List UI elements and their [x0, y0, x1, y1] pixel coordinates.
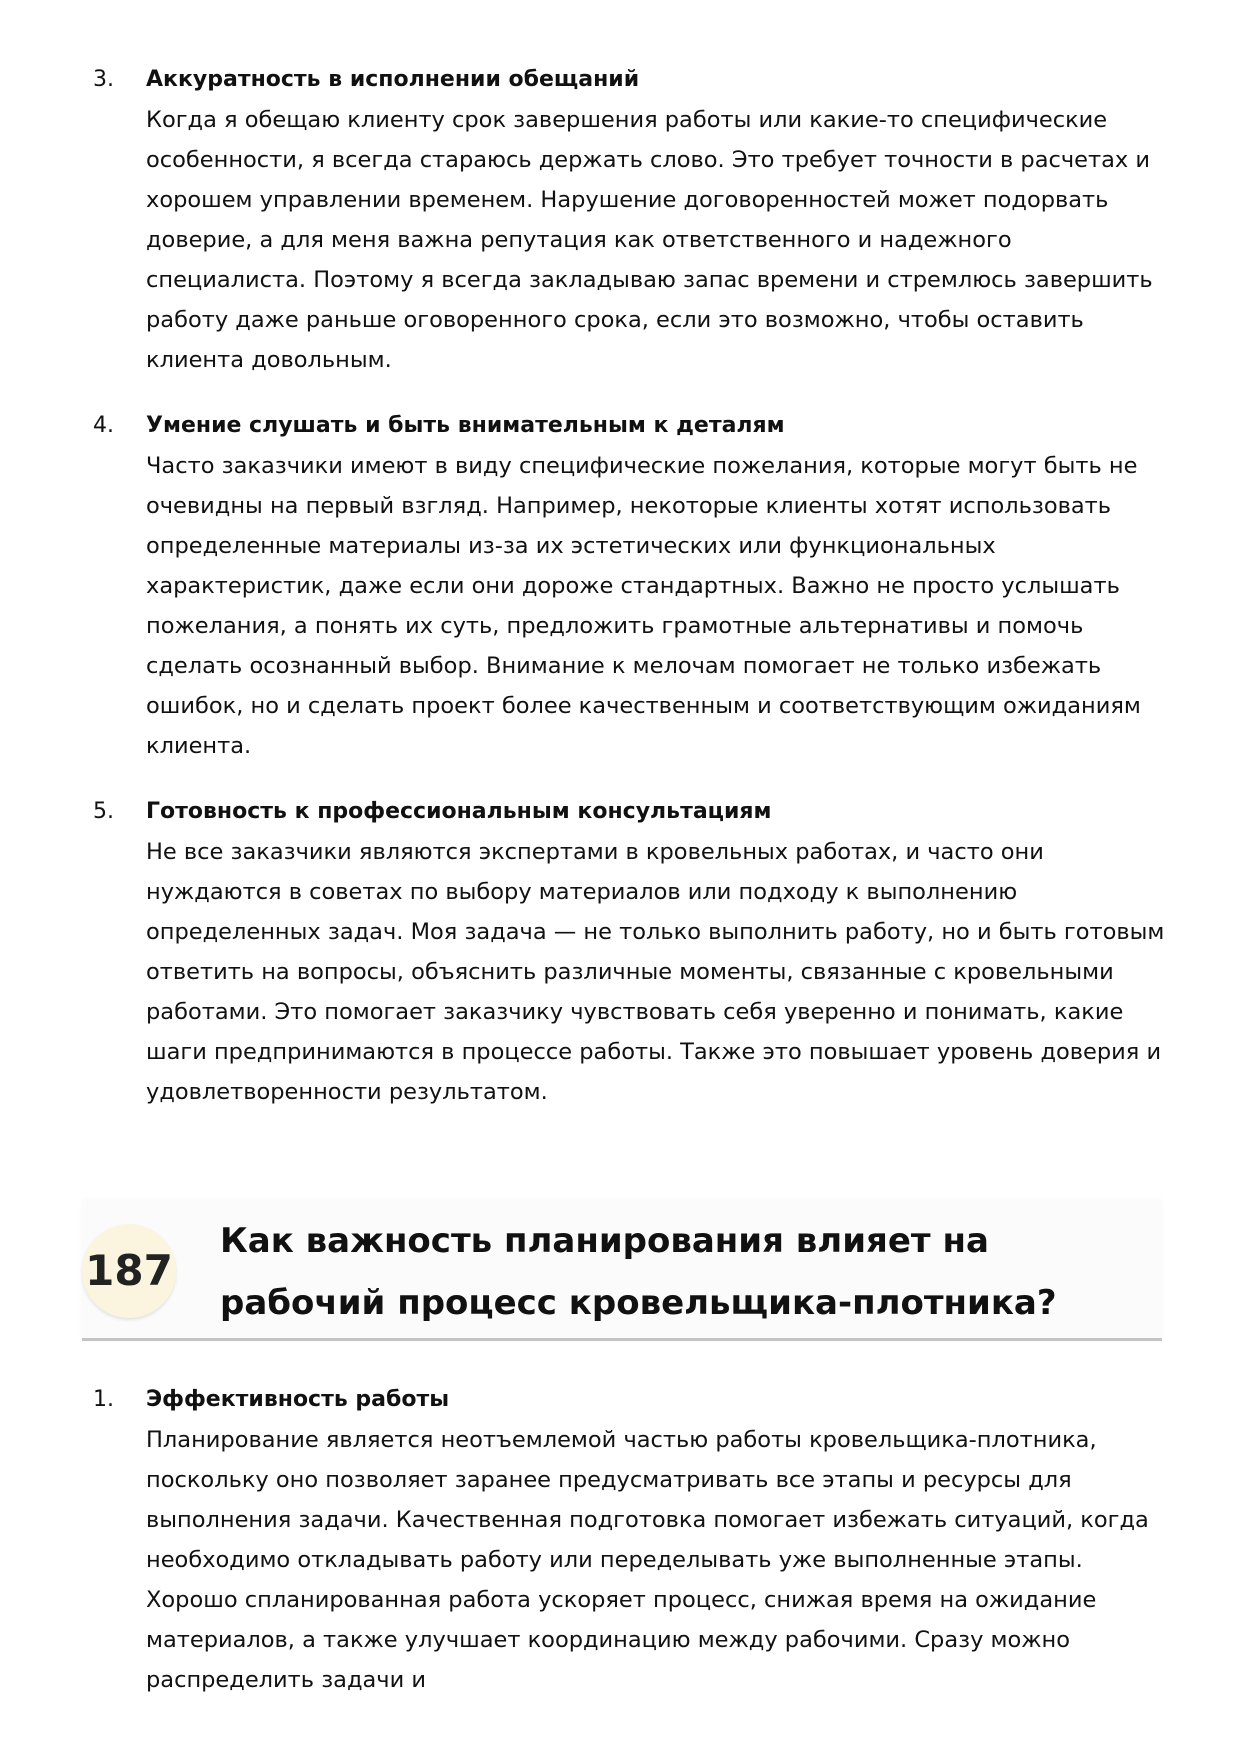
list-item-heading: Аккуратность в исполнении обещаний: [146, 67, 640, 92]
list-item: [93, 406, 1168, 766]
list-item: [93, 1380, 1168, 1700]
list-item-body: Планирование является неотъемлемой частью работы кровельщика-плотника, поскольку оно позволяет заранее предусматривать все этапы и ресурсы для выполнения задачи. Качественная подготовка помогает избежать ситуаций, когда необходимо откладывать работу или переделывать уже выполненные этапы. Хорошо спланированная работа ускоряет процесс, снижая время на ожидание материалов, а также улучшает координацию между рабочими. Сразу можно распределить задачи и: [146, 1427, 1149, 1693]
list-item-body: Не все заказчики являются экспертами в кровельных работах, и часто они нуждаются в советах по выбору материалов или подходу к выполнению определенных задач. Моя задача — не только выполнить работу, но и быть готовым ответить на вопросы, объяснить различные моменты, связанные с кровельными работами. Это помогает заказчику чувствовать себя уверенно и понимать, какие шаги предпринимаются в процессе работы. Также это повышает уровень доверия и удовлетворенности результатом.: [146, 839, 1165, 1105]
list-item: [93, 792, 1168, 1112]
list-item-heading: Готовность к профессиональным консультациям: [146, 799, 772, 824]
list-item-number: 3.: [93, 67, 114, 92]
list-item-number: 4.: [93, 413, 114, 438]
numbered-list-top: [93, 60, 1168, 1138]
numbered-list-bottom: [93, 1380, 1168, 1726]
list-item-heading: Умение слушать и быть внимательным к деталям: [146, 413, 785, 438]
list-item: [93, 60, 1168, 380]
section-number-badge: 187: [82, 1224, 176, 1318]
list-item-body: Когда я обещаю клиенту срок завершения работы или какие-то специфические особенности, я всегда стараюсь держать слово. Это требует точности в расчетах и хорошем управлении временем. Нарушение договоренностей может подорвать доверие, а для меня важна репутация как ответственного и надежного специалиста. Поэтому я всегда закладываю запас времени и стремлюсь завершить работу даже раньше оговоренного срока, если это возможно, чтобы оставить клиента довольным.: [146, 107, 1153, 373]
section-title: Как важность планирования влияет на рабочий процесс кровельщика-плотника?: [220, 1221, 1057, 1323]
list-item-number: 5.: [93, 799, 114, 824]
list-item-number: 1.: [93, 1387, 114, 1412]
section-header: [82, 1200, 1162, 1341]
list-item-body: Часто заказчики имеют в виду специфические пожелания, которые могут быть не очевидны на первый взгляд. Например, некоторые клиенты хотят использовать определенные материалы из-за их эстетических или функциональных характеристик, даже если они дороже стандартных. Важно не просто услышать пожелания, а понять их суть, предложить грамотные альтернативы и помочь сделать осознанный выбор. Внимание к мелочам помогает не только избежать ошибок, но и сделать проект более качественным и соответствующим ожиданиям клиента.: [146, 453, 1141, 759]
list-item-heading: Эффективность работы: [146, 1387, 450, 1412]
